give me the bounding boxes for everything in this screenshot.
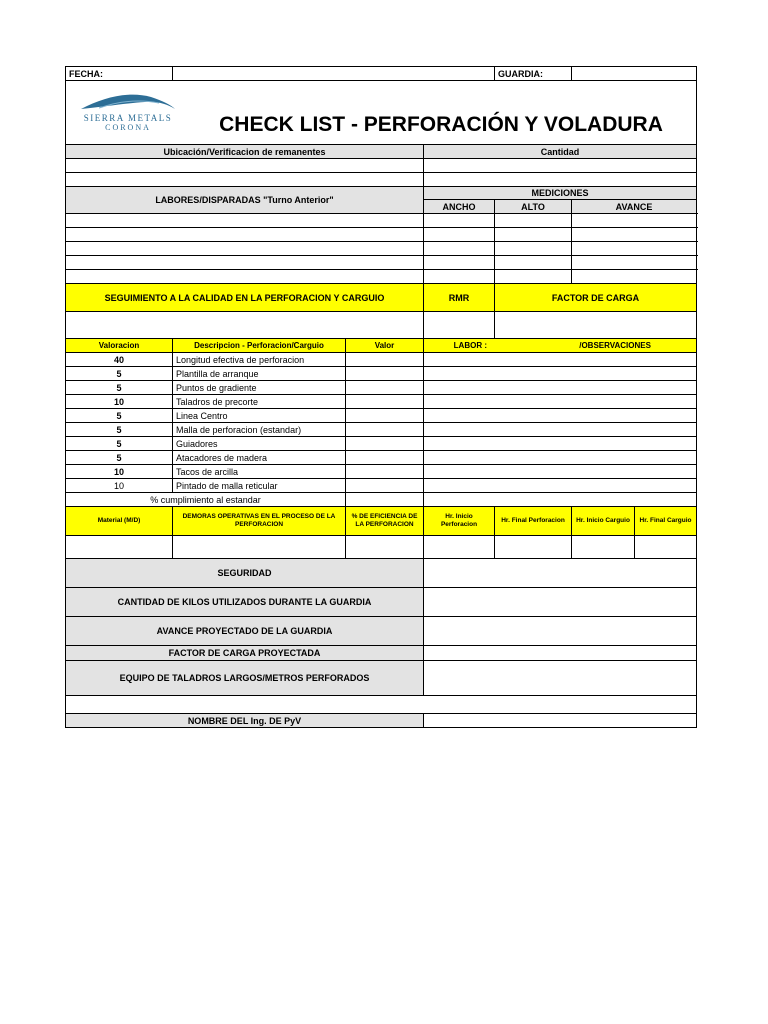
cumplimiento-label: % cumplimiento al estandar bbox=[66, 493, 346, 507]
title-block bbox=[66, 81, 697, 145]
alto-cell[interactable] bbox=[495, 214, 572, 228]
cantidad-cell[interactable] bbox=[424, 173, 697, 187]
observacion-cell[interactable] bbox=[424, 367, 697, 381]
avance-cell[interactable] bbox=[572, 256, 697, 270]
material-cell[interactable] bbox=[66, 536, 173, 559]
valoracion-cell: 5 bbox=[66, 437, 173, 451]
labor-observaciones-header bbox=[424, 339, 697, 353]
fecha-value[interactable] bbox=[173, 67, 495, 81]
alto-header: ALTO bbox=[495, 200, 572, 214]
guardia-label: GUARDIA: bbox=[495, 67, 572, 81]
labor-header-label: LABOR : bbox=[453, 341, 487, 350]
ancho-cell[interactable] bbox=[424, 242, 495, 256]
descripcion-cell: Plantilla de arranque bbox=[173, 367, 346, 381]
kilos-label: CANTIDAD DE KILOS UTILIZADOS DURANTE LA GUARDIA bbox=[66, 588, 424, 617]
valoracion-cell: 10 bbox=[66, 479, 173, 493]
ancho-cell[interactable] bbox=[424, 256, 495, 270]
hr-inicio-carguio-header: Hr. Inicio Carguio bbox=[572, 507, 635, 536]
wave-logo-icon bbox=[79, 91, 177, 111]
eficiencia-cell[interactable] bbox=[346, 536, 424, 559]
observacion-cell[interactable] bbox=[424, 451, 697, 465]
rmr-cell[interactable] bbox=[424, 312, 495, 339]
descripcion-cell: Puntos de gradiente bbox=[173, 381, 346, 395]
ubicacion-header: Ubicación/Verificacion de remanentes bbox=[66, 145, 424, 159]
rmr-header: RMR bbox=[424, 284, 495, 312]
descripcion-header: Descripcion - Perforacion/Carguio bbox=[173, 339, 346, 353]
logo-text-corona: CORONA bbox=[105, 123, 151, 132]
labor-cell[interactable] bbox=[66, 214, 424, 228]
factor-proyectada-value[interactable] bbox=[424, 646, 697, 661]
valoracion-cell: 5 bbox=[66, 381, 173, 395]
labor-cell[interactable] bbox=[66, 242, 424, 256]
eficiencia-header: % DE EFICIENCIA DE LA PERFORACION bbox=[346, 507, 424, 536]
hr-inicio-perforacion-header: Hr. Inicio Perforacion bbox=[424, 507, 495, 536]
valoracion-cell: 10 bbox=[66, 395, 173, 409]
checklist-sheet bbox=[65, 66, 696, 728]
seguimiento-cell[interactable] bbox=[66, 312, 424, 339]
valor-cell[interactable] bbox=[346, 451, 424, 465]
observacion-cell[interactable] bbox=[424, 423, 697, 437]
seguridad-value[interactable] bbox=[424, 559, 697, 588]
labor-cell[interactable] bbox=[66, 228, 424, 242]
valor-cell[interactable] bbox=[346, 367, 424, 381]
descripcion-cell: Linea Centro bbox=[173, 409, 346, 423]
kilos-value[interactable] bbox=[424, 588, 697, 617]
factor-proyectada-label: FACTOR DE CARGA PROYECTADA bbox=[66, 646, 424, 661]
valoracion-cell: 5 bbox=[66, 367, 173, 381]
cantidad-cell[interactable] bbox=[424, 159, 697, 173]
cantidad-header: Cantidad bbox=[424, 145, 697, 159]
avance-cell[interactable] bbox=[572, 214, 697, 228]
factor-carga-header: FACTOR DE CARGA bbox=[495, 284, 697, 312]
valoracion-cell: 40 bbox=[66, 353, 173, 367]
hr-final-carguio-header: Hr. Final Carguio bbox=[635, 507, 697, 536]
demoras-header: DEMORAS OPERATIVAS EN EL PROCESO DE LA PERFORACION bbox=[173, 507, 346, 536]
ancho-cell[interactable] bbox=[424, 270, 495, 284]
valoracion-cell: 10 bbox=[66, 465, 173, 479]
valor-cell[interactable] bbox=[346, 381, 424, 395]
observacion-cell[interactable] bbox=[424, 465, 697, 479]
valor-cell[interactable] bbox=[346, 409, 424, 423]
valor-cell[interactable] bbox=[346, 437, 424, 451]
valoracion-cell: 5 bbox=[66, 423, 173, 437]
ancho-cell[interactable] bbox=[424, 228, 495, 242]
ancho-cell[interactable] bbox=[424, 214, 495, 228]
observacion-cell[interactable] bbox=[424, 409, 697, 423]
blank-row bbox=[66, 696, 697, 714]
valor-cell[interactable] bbox=[346, 395, 424, 409]
avance-cell[interactable] bbox=[572, 228, 697, 242]
guardia-value[interactable] bbox=[572, 67, 697, 81]
mediciones-header: MEDICIONES bbox=[424, 187, 697, 200]
factor-carga-cell[interactable] bbox=[495, 312, 697, 339]
observacion-cell[interactable] bbox=[424, 437, 697, 451]
descripcion-cell: Taladros de precorte bbox=[173, 395, 346, 409]
hr-final-perforacion-cell[interactable] bbox=[495, 536, 572, 559]
valor-header: Valor bbox=[346, 339, 424, 353]
descripcion-cell: Pintado de malla reticular bbox=[173, 479, 346, 493]
valor-cell[interactable] bbox=[346, 423, 424, 437]
observacion-cell[interactable] bbox=[424, 395, 697, 409]
fecha-label: FECHA: bbox=[66, 67, 173, 81]
page-title: CHECK LIST - PERFORACIÓN Y VOLADURA bbox=[219, 113, 663, 136]
checklist-table bbox=[65, 66, 697, 728]
valoracion-cell: 5 bbox=[66, 451, 173, 465]
material-header: Material (M/D) bbox=[66, 507, 173, 536]
avance-proyectado-value[interactable] bbox=[424, 617, 697, 646]
hr-final-carguio-cell[interactable] bbox=[635, 536, 697, 559]
hr-inicio-perforacion-cell[interactable] bbox=[424, 536, 495, 559]
avance-header: AVANCE bbox=[572, 200, 697, 214]
labor-cell[interactable] bbox=[66, 256, 424, 270]
equipo-label: EQUIPO DE TALADROS LARGOS/METROS PERFORADOS bbox=[66, 661, 424, 696]
descripcion-cell: Malla de perforacion (estandar) bbox=[173, 423, 346, 437]
demoras-cell[interactable] bbox=[173, 536, 346, 559]
seguridad-label: SEGURIDAD bbox=[66, 559, 424, 588]
alto-cell[interactable] bbox=[495, 270, 572, 284]
observaciones-header-label: /OBSERVACIONES bbox=[579, 341, 651, 350]
company-logo bbox=[78, 91, 178, 132]
valoracion-cell: 5 bbox=[66, 409, 173, 423]
descripcion-cell: Atacadores de madera bbox=[173, 451, 346, 465]
alto-cell[interactable] bbox=[495, 228, 572, 242]
observacion-cell[interactable] bbox=[424, 353, 697, 367]
observacion-cell[interactable] bbox=[424, 381, 697, 395]
valor-cell[interactable] bbox=[346, 479, 424, 493]
descripcion-cell: Tacos de arcilla bbox=[173, 465, 346, 479]
alto-cell[interactable] bbox=[495, 256, 572, 270]
ancho-header: ANCHO bbox=[424, 200, 495, 214]
cumplimiento-observacion[interactable] bbox=[424, 493, 697, 507]
ubicacion-cell[interactable] bbox=[66, 173, 424, 187]
valoracion-header: Valoracion bbox=[66, 339, 173, 353]
valor-cell[interactable] bbox=[346, 465, 424, 479]
descripcion-cell: Longitud efectiva de perforacion bbox=[173, 353, 346, 367]
avance-cell[interactable] bbox=[572, 242, 697, 256]
labor-cell[interactable] bbox=[66, 270, 424, 284]
valor-cell[interactable] bbox=[346, 353, 424, 367]
nombre-value[interactable] bbox=[424, 714, 697, 728]
cumplimiento-value[interactable] bbox=[346, 493, 424, 507]
logo-text-sierra: SIERRA METALS bbox=[83, 113, 173, 123]
equipo-value[interactable] bbox=[424, 661, 697, 696]
labores-header: LABORES/DISPARADAS "Turno Anterior" bbox=[66, 187, 424, 214]
seguimiento-header: SEGUIMIENTO A LA CALIDAD EN LA PERFORACION Y CARGUIO bbox=[66, 284, 424, 312]
hr-inicio-carguio-cell[interactable] bbox=[572, 536, 635, 559]
ubicacion-cell[interactable] bbox=[66, 159, 424, 173]
descripcion-cell: Guiadores bbox=[173, 437, 346, 451]
avance-cell[interactable] bbox=[572, 270, 697, 284]
observacion-cell[interactable] bbox=[424, 479, 697, 493]
hr-final-perforacion-header: Hr. Final Perforacion bbox=[495, 507, 572, 536]
alto-cell[interactable] bbox=[495, 242, 572, 256]
avance-proyectado-label: AVANCE PROYECTADO DE LA GUARDIA bbox=[66, 617, 424, 646]
nombre-label: NOMBRE DEL Ing. DE PyV bbox=[66, 714, 424, 728]
